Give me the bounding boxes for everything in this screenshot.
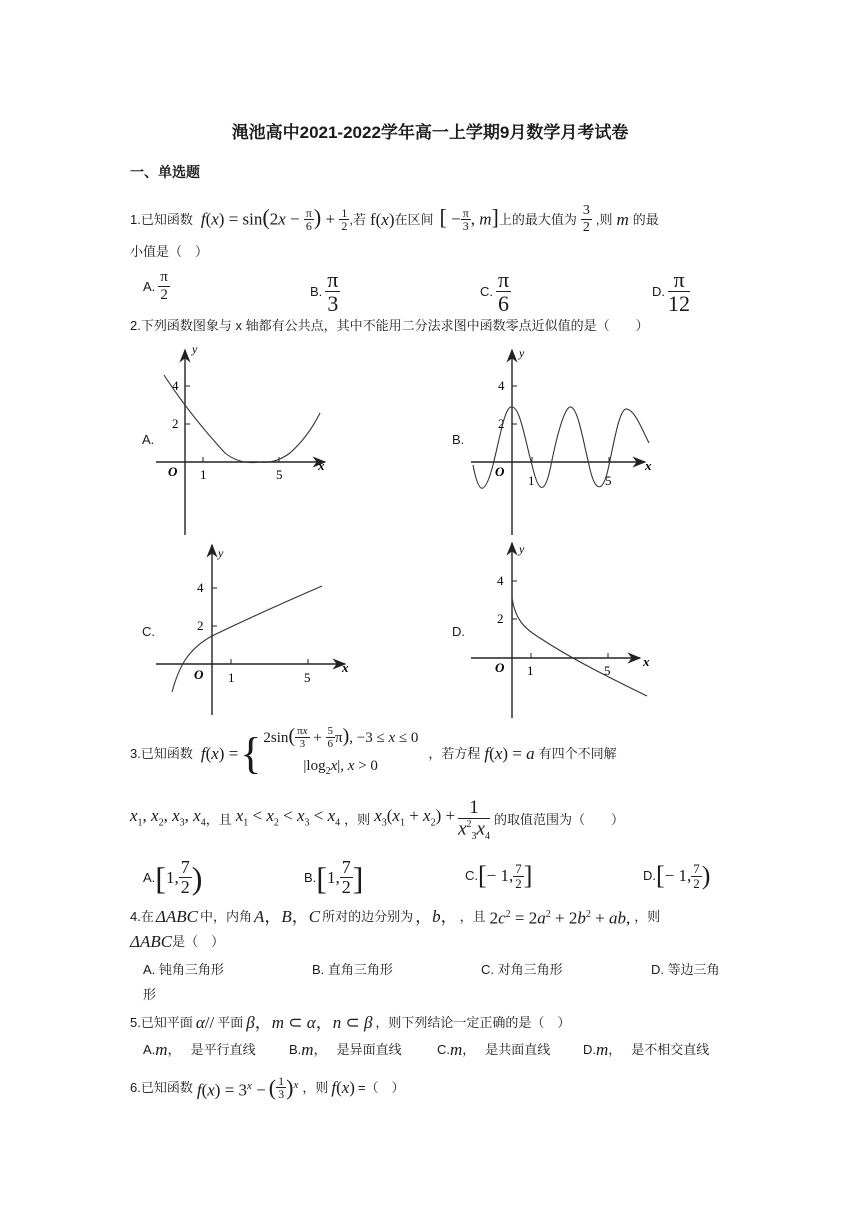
question-3-line-2 bbox=[130, 794, 624, 846]
q1-option-a[interactable]: A. $\frac{\pi}{2}$ bbox=[143, 269, 168, 303]
origin-label: O bbox=[495, 464, 505, 479]
graph-d-label: D. bbox=[452, 624, 465, 639]
origin-label: O bbox=[194, 667, 204, 682]
page-title: 渑池高中2021-2022学年高一上学期9月数学月考试卷 bbox=[231, 123, 629, 142]
tick-5: 5 bbox=[605, 473, 612, 488]
q1-mid-3: 上的最大值为 bbox=[498, 212, 577, 227]
graph-a-curve bbox=[164, 375, 320, 463]
q1-interval: [ − $\frac{\pi}{3}$ , m] bbox=[439, 203, 499, 234]
q3-option-c[interactable]: C. [ − 1, $\frac{7}{2}$ ] bbox=[465, 861, 533, 891]
q4-option-d[interactable]: D. 等边三角 bbox=[651, 962, 720, 977]
q5-option-c[interactable]: C. m ， 是共面直线 bbox=[437, 1040, 551, 1059]
q1-mid-1: ,若 bbox=[349, 212, 366, 227]
tick-2: 2 bbox=[497, 611, 504, 626]
tick-1: 1 bbox=[228, 670, 235, 685]
q1-function-formula: f(x) = sin(2x − $\frac{\pi}{6}$ ) + $\frac{1}{2}$ bbox=[200, 203, 348, 234]
q1-m-symbol: m bbox=[616, 210, 629, 229]
tick-2: 2 bbox=[172, 416, 179, 431]
tick-2: 2 bbox=[498, 416, 505, 431]
q3-line2-mid2: ，则 bbox=[344, 812, 371, 827]
section-heading: 一、单选题 bbox=[130, 164, 200, 180]
question-1-line-2: 小值是（ ） bbox=[130, 244, 209, 259]
tick-5: 5 bbox=[304, 670, 311, 685]
tick-5: 5 bbox=[276, 467, 283, 482]
q3-order: $x_1 < x_2 < x_3 < x_4$ bbox=[235, 806, 341, 829]
q1-mid-2: 在区间 bbox=[394, 212, 434, 227]
q3-option-a[interactable]: A. [ 1, $\frac{7}{2}$ ) bbox=[143, 857, 203, 897]
q3-prefix: 3.已知函数 bbox=[130, 746, 193, 761]
question-4-line-1: 4.在 ΔABC 中，内角 A，B，C 所对的边分别为 ，b， ，且 $2c^2 = 2a^2 + 2b^2$ + ab, ，则 bbox=[130, 906, 661, 928]
origin-label: O bbox=[168, 464, 178, 479]
q1-tail-1: 的最 bbox=[632, 212, 659, 227]
q5-option-b[interactable]: B. m ， 是异面直线 bbox=[289, 1040, 402, 1059]
graph-a-label: A. bbox=[142, 432, 155, 447]
tick-1: 1 bbox=[528, 473, 535, 488]
q1-option-c[interactable]: C. $\frac{\pi}{6}$ bbox=[480, 267, 510, 317]
origin-label: O bbox=[495, 660, 505, 675]
q4-option-c[interactable]: C. 对角三角形 bbox=[481, 962, 563, 977]
q3-expression: $x_3(x_1 + x_2)$ + $\frac{1}{x^2_3x_4}$ bbox=[374, 796, 490, 843]
tick-1: 1 bbox=[527, 663, 534, 678]
q5-option-d[interactable]: D. m ， 是不相交直线 bbox=[583, 1040, 710, 1059]
q4-option-a[interactable]: A. 钝角三角形 bbox=[143, 962, 224, 977]
question-2-text: 2.下列函数图象与 x 轴都有公共点，其中不能用二分法求图中函数零点近似值的是（ ） bbox=[130, 318, 649, 333]
q1-option-d[interactable]: D. $\frac{\pi}{12}$ bbox=[652, 267, 690, 317]
q3-option-b[interactable]: B. [ 1, $\frac{7}{2}$ ] bbox=[304, 857, 364, 897]
x-axis-label: x bbox=[342, 660, 349, 675]
x-axis-label: x bbox=[643, 654, 650, 669]
q5-option-a[interactable]: A. m ， 是平行直线 bbox=[143, 1040, 256, 1059]
y-axis-label: y bbox=[192, 345, 198, 356]
q4-option-d-wrap: 形 bbox=[143, 987, 157, 1002]
tick-4: 4 bbox=[197, 580, 204, 595]
q3-option-d[interactable]: D. [ − 1, $\frac{7}{2}$ ) bbox=[643, 861, 711, 891]
x-axis-label: x bbox=[645, 458, 652, 473]
graph-d bbox=[465, 540, 665, 720]
q3-line2-tail: 的取值范围为（ ） bbox=[493, 812, 624, 827]
y-axis-label: y bbox=[519, 542, 525, 556]
question-5-line-1: 5.已知平面 α// 平面 β，m ⊂ α，n ⊂ β ，则下列结论一定正确的是（ ） bbox=[130, 1013, 571, 1032]
tick-1: 1 bbox=[200, 467, 207, 482]
tick-5: 5 bbox=[604, 663, 611, 678]
graph-d-curve bbox=[512, 598, 647, 696]
q4-option-b[interactable]: B. 直角三角形 bbox=[312, 962, 393, 977]
y-axis-label: y bbox=[218, 546, 224, 560]
x-axis-label: x bbox=[318, 458, 325, 473]
q3-roots: $x_1$, $x_2$, $x_3$, $x_4$ bbox=[130, 806, 206, 829]
graph-c bbox=[150, 540, 360, 720]
graph-b bbox=[465, 345, 665, 540]
question-4-line-2: ΔABC 是（ ） bbox=[130, 932, 225, 951]
q3-line2-mid: ，且 bbox=[205, 812, 232, 827]
q1-prefix: 1.已知函数 bbox=[130, 212, 193, 227]
q1-fx-symbol: f(x) bbox=[369, 210, 395, 229]
tick-2: 2 bbox=[197, 618, 204, 633]
tick-4: 4 bbox=[172, 378, 179, 393]
graph-b-label: B. bbox=[452, 432, 465, 447]
q3-equation: f(x) = a bbox=[484, 744, 535, 763]
tick-4: 4 bbox=[498, 378, 505, 393]
question-6-line-1: 6.已知函数 $f(x) = 3^x$ − ( $\frac{1}{3}$ ) x ，则 f(x) =（ ） bbox=[130, 1073, 405, 1102]
q1-mid-4: ,则 bbox=[595, 212, 613, 227]
q1-max-value: $\frac{3}{2}$ bbox=[582, 203, 590, 236]
graph-a bbox=[150, 345, 340, 540]
question-1-line-1 bbox=[130, 200, 659, 240]
question-3-line-1 bbox=[130, 722, 617, 786]
q1-option-b[interactable]: B. $\frac{\pi}{3}$ bbox=[310, 267, 339, 317]
q3-mid-1: ，若方程 bbox=[428, 746, 481, 761]
y-axis-label: y bbox=[519, 346, 525, 360]
graph-c-label: C. bbox=[142, 624, 155, 639]
q3-piecewise-function: f(x) = { 2sin( $\frac{\pi x}{3}$ + $\frac{5}{6}$ π), −3 ≤ x ≤ 0 $|\log_2x|$, x > 0 bbox=[200, 724, 419, 778]
tick-4: 4 bbox=[497, 573, 504, 588]
q3-mid-2: 有四个不同解 bbox=[538, 746, 617, 761]
